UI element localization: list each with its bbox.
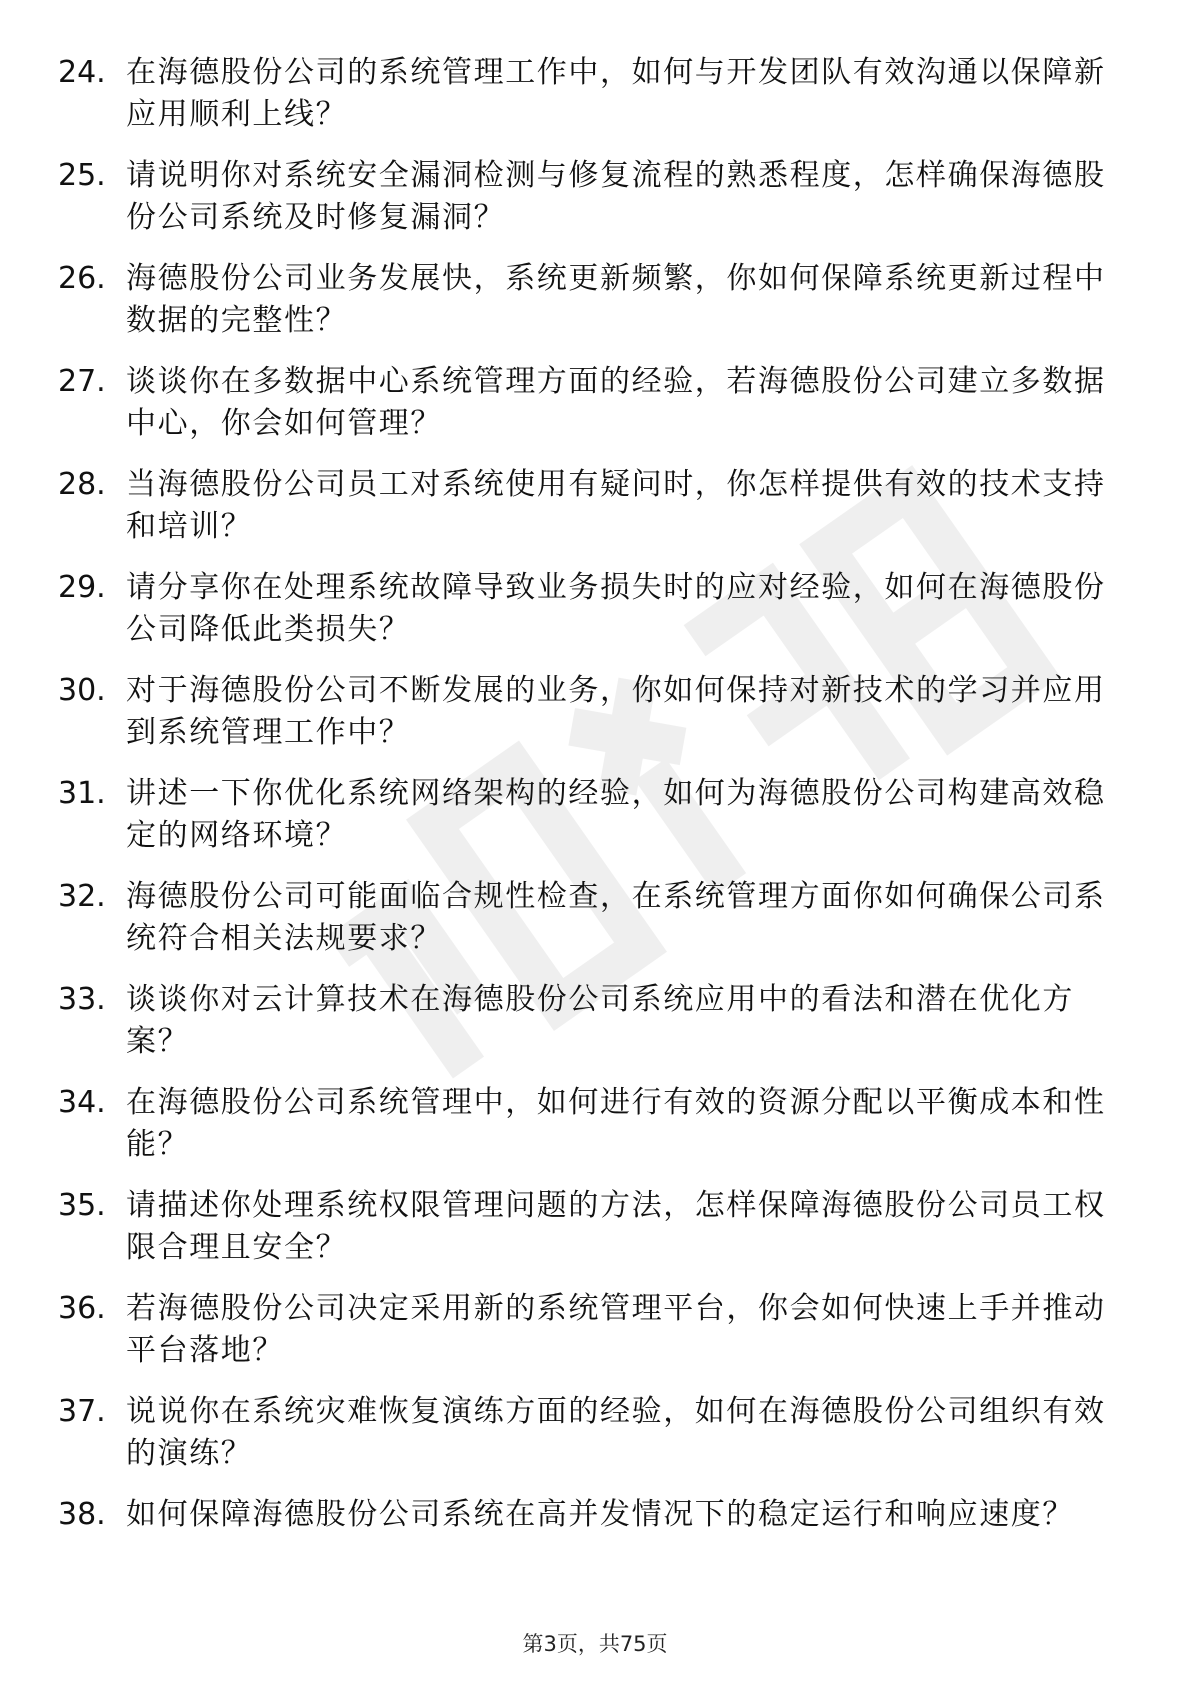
page-number-footer: 第3页，共75页	[522, 1632, 668, 1656]
question-item	[58, 1288, 1118, 1391]
question-text: 如何保障海德股份公司系统在高并发情况下的稳定运行和响应速度？	[126, 1497, 1074, 1532]
question-item	[58, 258, 1118, 361]
question-number: 24.	[58, 55, 106, 90]
question-item	[58, 464, 1118, 567]
question-number: 38.	[58, 1497, 106, 1532]
question-item	[58, 52, 1118, 155]
question-text: 在海德股份公司的系统管理工作中，如何与开发团队有效沟通以保障新应用顺利上线？	[126, 55, 1106, 132]
question-text: 说说你在系统灾难恢复演练方面的经验，如何在海德股份公司组织有效的演练？	[126, 1394, 1106, 1471]
question-text: 对于海德股份公司不断发展的业务，你如何保持对新技术的学习并应用到系统管理工作中？	[126, 673, 1106, 750]
question-number: 27.	[58, 364, 106, 399]
question-text: 在海德股份公司系统管理中，如何进行有效的资源分配以平衡成本和性能？	[126, 1085, 1106, 1162]
question-number: 33.	[58, 982, 106, 1017]
question-item	[58, 567, 1118, 670]
question-text: 请分享你在处理系统故障导致业务损失时的应对经验，如何在海德股份公司降低此类损失？	[126, 570, 1106, 647]
question-item	[58, 1082, 1118, 1185]
question-item	[58, 876, 1118, 979]
question-number: 36.	[58, 1291, 106, 1326]
question-text: 当海德股份公司员工对系统使用有疑问时，你怎样提供有效的技术支持和培训？	[126, 467, 1106, 544]
question-list	[58, 52, 1118, 1597]
question-number: 34.	[58, 1085, 106, 1120]
question-item	[58, 979, 1118, 1082]
question-text: 谈谈你对云计算技术在海德股份公司系统应用中的看法和潜在优化方案？	[126, 982, 1074, 1059]
question-text: 讲述一下你优化系统网络架构的经验，如何为海德股份公司构建高效稳定的网络环境？	[126, 776, 1106, 853]
question-text: 请描述你处理系统权限管理问题的方法，怎样保障海德股份公司员工权限合理且安全？	[126, 1188, 1106, 1265]
question-text: 请说明你对系统安全漏洞检测与修复流程的熟悉程度，怎样确保海德股份公司系统及时修复漏洞？	[126, 158, 1106, 235]
question-item	[58, 1185, 1118, 1288]
question-item	[58, 773, 1118, 876]
question-item	[58, 361, 1118, 464]
question-item	[58, 1494, 1118, 1597]
question-number: 29.	[58, 570, 106, 605]
question-number: 35.	[58, 1188, 106, 1223]
question-item	[58, 155, 1118, 258]
question-number: 31.	[58, 776, 106, 811]
question-text: 谈谈你在多数据中心系统管理方面的经验，若海德股份公司建立多数据中心，你会如何管理？	[126, 364, 1106, 441]
question-number: 28.	[58, 467, 106, 502]
question-number: 30.	[58, 673, 106, 708]
question-item	[58, 1391, 1118, 1494]
question-text: 若海德股份公司决定采用新的系统管理平台，你会如何快速上手并推动平台落地？	[126, 1291, 1106, 1368]
question-item	[58, 670, 1118, 773]
question-number: 25.	[58, 158, 106, 193]
question-number: 37.	[58, 1394, 106, 1429]
question-number: 32.	[58, 879, 106, 914]
question-number: 26.	[58, 261, 106, 296]
question-text: 海德股份公司可能面临合规性检查，在系统管理方面你如何确保公司系统符合相关法规要求？	[126, 879, 1106, 956]
question-text: 海德股份公司业务发展快，系统更新频繁，你如何保障系统更新过程中数据的完整性？	[126, 261, 1106, 338]
